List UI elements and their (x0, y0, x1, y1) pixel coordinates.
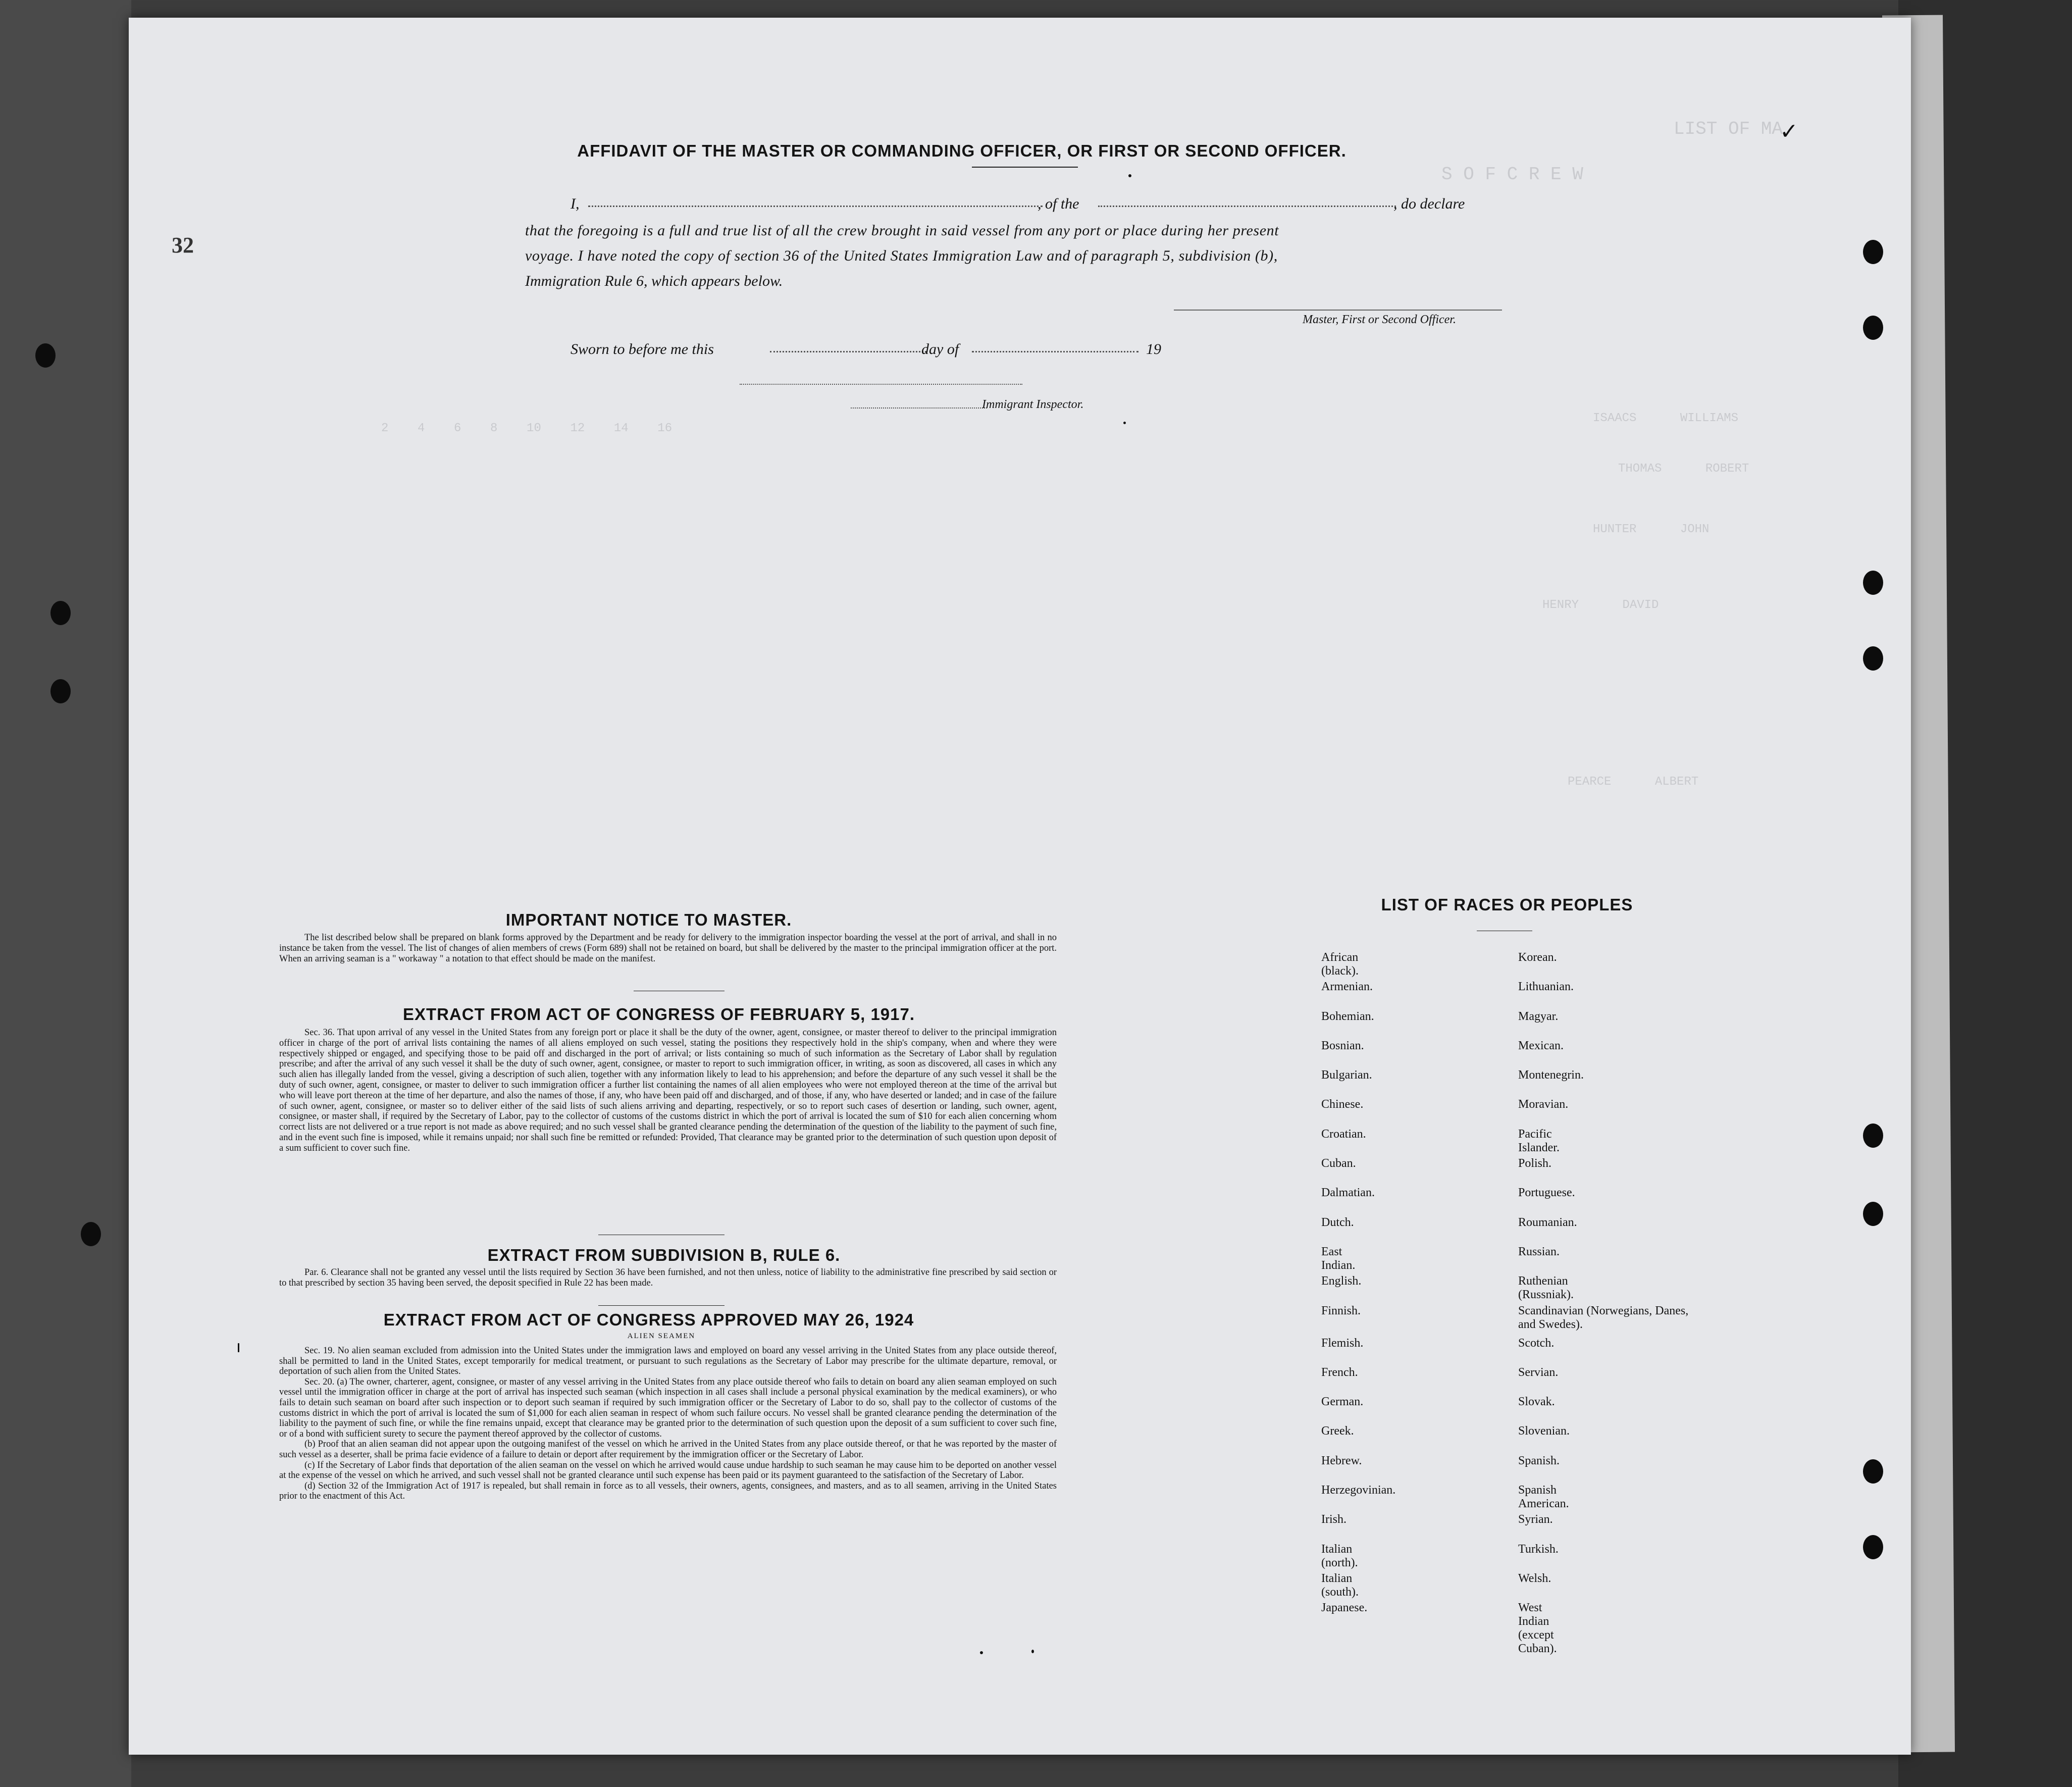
signature-caption: Master, First or Second Officer. (1303, 313, 1456, 326)
extract-rule6-divider (598, 1305, 724, 1306)
race-right: Magyar. (1518, 1009, 1559, 1023)
binder-hole-icon (1863, 1459, 1883, 1484)
race-left: German. (1321, 1395, 1364, 1409)
race-right: Montenegrin. (1518, 1068, 1584, 1082)
section-36-text: Sec. 36. That upon arrival of any vessel in the United States from any foreign port or place it shall be the duty of the owner, agent, consignee, or master thereof to deliver to the principal immigration officer in charge of the port of arrival lists containing the names of all aliens employed on such vessel, stating the positions they respectively hold in the ship's company, when and where they were respectively shipped or engaged, and specifying those to be paid off and discharged in the port of arrival; or lists containing so much of such information as the Secretary of Labor shall by regulation prescribe; and after the arrival of any such vessel it shall be the duty of such owner, agent, consignee, or master to report to such immigration officer, in writing, as soon as discovered, all cases in which any such alien has illegally landed from the vessel, giving a description of such alien, together with any information likely to lead to his apprehension; and before the departure of any such vessel it shall be the duty of such owner, agent, consignee, or master to deliver to such immigration officer a further list containing the names of all alien employees who were not employed thereon at the time of the arrival but who will leave port thereon at the time of her departure, and also the names of those, if any, who have been paid off and discharged, and of those, if any, who have deserted or landed; and in case of the failure of such owner, agent, consignee, or master so to deliver either of the said lists of such aliens arriving and departing, respectively, or so to report such cases of desertion or landing, such owner, agent, consignee, or master shall, if required by the Secretary of Labor, pay to the collector of customs of the customs district in which the port of arrival is located the sum of $10 for each alien concerning whom correct lists are not delivered or a true report is not made as above required; and no such vessel shall be granted clearance pending the determination of the question of the liability to the payment of such fine, and in the event such fine is imposed, while it remains unpaid; nor shall such fine be remitted or refunded: Provided, That clearance may be granted prior to the determination of such question upon deposit of a sum sufficient to cover such fine. (279, 1028, 1057, 1153)
race-right: Roumanian. (1518, 1215, 1577, 1229)
races-title: LIST OF RACES OR PEOPLES (1381, 895, 1633, 914)
section-20d-text: (d) Section 32 of the Immigration Act of 1917 is repealed, but shall remain in force as to all vessels, their owners, agents, consignees, and masters, and as to all seamen, arriving in the United States prior to the enactment of this Act. (279, 1480, 1057, 1502)
binder-hole-icon (1863, 240, 1883, 264)
race-left: Dutch. (1321, 1215, 1354, 1229)
ink-speck (1123, 422, 1126, 424)
day-of-label: day of (921, 341, 959, 358)
race-left: French. (1321, 1365, 1358, 1379)
race-right: Spanish American. (1518, 1484, 1569, 1511)
race-left: Croatian. (1321, 1127, 1366, 1141)
extract-1924-title: EXTRACT FROM ACT OF CONGRESS APPROVED MAY 26, 1924 (383, 1310, 914, 1329)
race-left: Dalmatian. (1321, 1186, 1375, 1200)
race-right: Portuguese. (1518, 1186, 1575, 1200)
extract-1924-subtitle: ALIEN SEAMEN (627, 1332, 696, 1340)
race-left: Chinese. (1321, 1098, 1364, 1111)
race-right: West Indian (except Cuban). (1518, 1601, 1557, 1656)
sworn-day-field[interactable] (770, 351, 926, 352)
section-20c-text: (c) If the Secretary of Labor finds that deportation of the alien seaman on the vessel on which he arrived would cause undue hardship to such seaman he may cause him to be deported on another vessel at the expense of the vessel on which he arrived, and such vessel shall not be granted clearance until such expense has been paid or its payment guaranteed to the satisfaction of the Secretary of Labor. (279, 1460, 1057, 1481)
sworn-month-field[interactable] (972, 351, 1138, 352)
extract-rule6-title: EXTRACT FROM SUBDIVISION B, RULE 6. (487, 1246, 841, 1264)
paragraph-6-text: Par. 6. Clearance shall not be granted any vessel until the lists required by Section 36 have been furnished, and not then unless, notice of liability to the administrative fine prescribed by said section or to that prescribed by section 35 having been served, the deposit specified in Rule 22 has been made. (279, 1267, 1057, 1288)
binder-hole-icon (1863, 316, 1883, 340)
affidavit-body-line3: Immigration Rule 6, which appears below. (525, 273, 783, 289)
race-right: Korean. (1518, 951, 1557, 964)
section-20a-text: Sec. 20. (a) The owner, charterer, agent, consignee, or master of any vessel arriving in the United States from any place outside thereof who fails to detain on board any alien seaman employed on such vessel until the immigration officer in charge at the port of arrival has inspected such seaman (which inspection in all cases shall include a personal physical examination by the medical examiners), or who fails to detain such seaman on board after such inspection or to deport such seaman if required by such immigration officer or the Secretary of Labor to do so, shall pay to the collector of customs of the customs district in which the port of arrival is located the sum of $1,000 for each alien seaman in respect of whom such failure occurs. No vessel shall be granted clearance pending the determination of the liability to the payment of such fine, or while the fine remains unpaid, except that clearance may be granted prior to the determination of such question upon the deposit of a sum sufficient to cover such fine, or of a bond with sufficient surety to secure the payment thereof approved by the collector of customs. (279, 1376, 1057, 1439)
race-left: Finnish. (1321, 1304, 1361, 1317)
race-left: Armenian. (1321, 980, 1373, 994)
inspector-caption: Immigrant Inspector. (982, 398, 1084, 411)
year-prefix: 19 (1146, 341, 1161, 358)
section-20b-text: (b) Proof that an alien seaman did not appear upon the outgoing manifest of the vessel on which he arrived in the United States from any place outside thereof, or that he was reported by the master of such vessel as a deserter, shall be prima facie evidence of a failure to detain or deport after requirement by the immigration officer or the Secretary of Labor. (279, 1439, 1057, 1460)
extract-1917-body (279, 1028, 1057, 1154)
race-right: Russian. (1518, 1245, 1560, 1258)
race-left: Bulgarian. (1321, 1068, 1372, 1082)
check-mark-icon: ✓ (1780, 119, 1798, 144)
inspector-upper-line (740, 384, 1022, 385)
affidavit-i-label: I, (571, 195, 580, 212)
scanner-background-left (0, 0, 131, 1787)
notice-body (279, 933, 1057, 964)
ink-speck (1128, 174, 1131, 177)
notice-title: IMPORTANT NOTICE TO MASTER. (505, 910, 792, 929)
race-left: Bosnian. (1321, 1039, 1364, 1052)
binder-hole-icon (1863, 1124, 1883, 1148)
race-right: Servian. (1518, 1365, 1559, 1379)
race-left: African (black). (1321, 951, 1359, 978)
section-19-text: Sec. 19. No alien seaman excluded from admission into the United States under the immigration laws and employed on board any vessel arriving in the United States from any place outside thereof, shall be permitted to land in the United States, except temporarily for medical treatment, or pursuant to such regulations as the Secretary of Labor may prescribe for the ultimate departure, removal, or deportation of such alien from the United States. (279, 1346, 1057, 1377)
ink-speck (980, 1651, 983, 1654)
race-right: Slovak. (1518, 1395, 1555, 1409)
binder-hole-icon (1863, 646, 1883, 671)
ink-speck (1031, 1650, 1034, 1653)
title-underline (972, 167, 1078, 168)
do-declare-label: , do declare (1393, 195, 1465, 212)
race-right: Syrian. (1518, 1513, 1553, 1526)
race-left: Flemish. (1321, 1336, 1364, 1350)
race-left: Cuban. (1321, 1157, 1356, 1170)
inspector-signature-field[interactable] (851, 407, 987, 409)
binder-hole-icon (50, 679, 71, 703)
notice-text: The list described below shall be prepared on blank forms approved by the Department and be ready for delivery to the immigration inspector boarding the vessel at the port of arrival, and shall in no instance be taken from the vessel. The list of changes of alien members of crews (Form 689) shall not be retained on board, but shall be delivered by the master to the principal immigration officer at the port. When an arriving seaman is a " workaway " a notation to that effect should be made on the manifest. (279, 933, 1057, 964)
race-left: Bohemian. (1321, 1009, 1374, 1023)
race-left: East Indian. (1321, 1245, 1356, 1272)
race-left: Greek. (1321, 1424, 1354, 1438)
extract-1917-title: EXTRACT FROM ACT OF CONGRESS OF FEBRUARY 5, 1917. (402, 1005, 915, 1024)
affidavit-body-line1: that the foregoing is a full and true list of all the crew brought in said vessel from any port or place during her present (525, 222, 1279, 239)
sworn-label: Sworn to before me this (571, 341, 714, 358)
of-the-label: , of the (1038, 195, 1079, 212)
margin-page-number: 32 (172, 233, 194, 258)
binder-hole-icon (81, 1222, 101, 1246)
vessel-name-field[interactable] (1098, 206, 1396, 207)
race-right: Welsh. (1518, 1571, 1551, 1585)
race-right: Scotch. (1518, 1336, 1555, 1350)
race-right: Spanish. (1518, 1454, 1560, 1467)
race-right: Mexican. (1518, 1039, 1564, 1052)
binder-hole-icon (1863, 1202, 1883, 1226)
race-left: English. (1321, 1274, 1362, 1288)
binder-hole-icon (50, 601, 71, 625)
race-left: Italian (south). (1321, 1571, 1359, 1599)
race-right: Scandinavian (Norwegians, Danes, and Swedes). (1518, 1304, 1689, 1331)
race-right: Lithuanian. (1518, 980, 1574, 994)
affidavit-body-line2: voyage. I have noted the copy of section 36 of the United States Immigration Law and of paragraph 5, subdivision (b), (525, 247, 1278, 264)
race-right: Ruthenian (Russniak). (1518, 1274, 1574, 1302)
extract-rule6-body (279, 1267, 1057, 1289)
race-right: Moravian. (1518, 1098, 1569, 1111)
signature-line[interactable] (1174, 310, 1502, 311)
race-right: Slovenian. (1518, 1424, 1570, 1438)
ink-speck (238, 1343, 239, 1352)
race-left: Hebrew. (1321, 1454, 1362, 1467)
race-left: Italian (north). (1321, 1542, 1358, 1569)
race-right: Polish. (1518, 1157, 1552, 1170)
master-name-field[interactable] (588, 206, 1043, 207)
extract-1924-body (279, 1346, 1057, 1502)
affidavit-title: AFFIDAVIT OF THE MASTER OR COMMANDING OFFICER, OR FIRST OR SECOND OFFICER. (577, 141, 1346, 160)
race-right: Turkish. (1518, 1542, 1559, 1556)
manifest-page: LIST OF MA S O F C R E W 2 4 6 8 10 12 14 16 ISAACS WILLIAMS THOMAS ROBERT HUNTER JOHN HENRY DAVID PEARCE ALBERT AFFIDAVIT OF THE MASTER OR COMMANDING OFFICER, OR FIRST OR SECOND OFFICER. I, , of the , do declare that the foregoing is a full and true list of all the crew brought in said vessel from any port or place during her present voyage. I have noted the copy of section 36 of the United States Immigration Law and of paragraph 5, subdivision (b), Immigration Rule 6, which appears below. 32 Master, First or Second Officer. Sworn to before me this day of 19 Immigrant Inspector. IMPORTANT NOTICE TO MASTER. The list described below shall be prepared on blank forms approved by the Department and be ready for delivery to the immigration inspector boarding the vessel at the port of arrival, and shall in no instance be taken from the vessel. The list of changes of alien members of crews (Form 689) shall not be retained on board, but shall be delivered by the master to the principal immigration officer at the port. When an arriving seaman is a " workaway " a notation to that effect should be made on the manifest. EXTRACT FROM ACT OF CONGRESS OF FEBRUARY 5, 1917. Sec. 36. That upon arrival of any vessel in the United States from any foreign port or place it shall be the duty of the owner, agent, consignee, or master thereof to deliver to the principal immigration officer in charge of the port of arrival lists containing the names of all aliens employed on such vessel, stating the positions they respectively hold in the ship's company, when and where they were respectively shipped or engaged, and specifying those to be paid off and discharged in the port of arrival; or lists containing so much of such information as the Secretary of Labor shall by regulation prescribe; and after the arrival of any such vessel it shall be the duty of such owner, agent, consignee, or master to report to such immigration officer, in writing, as soon as discovered, all cases in which any such alien has illegally landed from the vessel, giving a description of such alien, together with any information likely to lead to his apprehension; and before the departure of any such vessel it shall be the duty of such owner, agent, consignee, or master to deliver to such immigration officer a further list containing the names of all alien employees who were not employed thereon at the time of the arrival but who will leave port thereon at the time of her departure, and also the names of those, if any, who have been paid off and discharged, and of those, if any, who have deserted or landed; and in case of the failure of such owner, agent, consignee, or master so to deliver either of the said lists of such aliens arriving and departing, respectively, or so to report such cases of desertion or landing, such owner, agent, consignee, or master shall, if required by the Secretary of Labor, pay to the collector of customs of the customs district in which the port of arrival is located the sum of $10 for each alien concerning whom correct lists are not delivered or a true report is not made as above required; and no such vessel shall be granted clearance pending the determination of the question of the liability to the payment of such fine, and in the event such fine is imposed, while it remains unpaid; nor shall such fine be remitted or refunded: Provided, That clearance may be granted prior to the determination of such question upon deposit of a sum sufficient to cover such fine. EXTRACT FROM SUBDIVISION B, RULE 6. Par. 6. Clearance shall not be granted any vessel until the lists required by Section 36 have been furnished, and not then unless, notice of liability to the administrative fine prescribed by said section or to that prescribed by section 35 having been served, the deposit specified in Rule 22 has been made. EXTRACT FROM ACT OF CONGRESS APPROVED MAY 26, 1924 ALIEN SEAMEN Sec. 19. No alien seaman excluded from admission into the United States under the immigration laws and employed on board any vessel arriving in the United States from any place outside thereof, shall be permitted to land in the United States, except temporarily for medical treatment, or pursuant to such regulations as the Secretary of Labor may prescribe for the ultimate departure, removal, or deportation of such alien from the United States. Sec. 20. (a) The owner, charterer, agent, consignee, or master of any vessel arriving in the United States from any place outside thereof who fails to detain on board any alien seaman employed on such vessel until the immigration officer in charge at the port of arrival has inspected such seaman (which inspection in all cases shall include a personal physical examination by the medical examiners), or who fails to detain such seaman on board after such inspection or to deport such seaman if required by such immigration officer or the Secretary of Labor to do so, shall pay to the collector of customs of the customs district in which the port of arrival is located the sum of $1,000 for each alien seaman in respect of whom such failure occurs. No vessel shall be granted clearance pending the determination of the liability to the payment of such fine, or while the fine remains unpaid, except that clearance may be granted prior to the determination of such question upon the deposit of a sum sufficient to cover such fine, or of a bond with sufficient surety to secure the payment thereof approved by the collector of customs. (b) Proof that an alien seaman did not appear upon the outgoing manifest of the vessel on which he arrived in the United States from any place outside thereof, or that he was reported by the master of such vessel as a deserter, shall be prima facie evidence of a failure to detain or deport after requirement by the immigration officer or the Secretary of Labor. (c) If the Secretary of Labor finds that deportation of the alien seaman on the vessel on which he arrived would cause undue hardship to such seaman he may cause him to be deported on another vessel at the expense of the vessel on which he arrived, and such vessel shall not be granted clearance until such expense has been paid or its payment guaranteed to the satisfaction of the Secretary of Labor. (d) Section 32 of the Immigration Act of 1917 is repealed, but shall remain in force as to all vessels, their owners, agents, consignees, and masters, and as to all seamen, arriving in the United States prior to the enactment of this Act. LIST OF RACES OR PEOPLES African (black). Korean. Armenian. Lithuanian. Bohemian. Magyar. Bosnian. Mexican. Bulgarian. Montenegrin. Chinese. Moravian. Croatian. Pacific Islander. Cuban. Polish. Dalmatian. Portuguese. Dutch. Roumanian. East Indian. Russian. English. Ruthenian (Russniak). Finnish. Scandinavian (Norwegians, Danes, and Swedes). Flemish. Scotch. French. Servian. German. Slovak. Greek. Slovenian. Hebrew. Spanish. Herzegovinian. Spanish American. Irish. Syrian. Italian (north). Turkish. Italian (south). Welsh. Japanese. West Indian (except Cuban). ✓ (129, 18, 1911, 1755)
race-left: Irish. (1321, 1513, 1346, 1526)
race-left: Herzegovinian. (1321, 1484, 1396, 1497)
race-left: Japanese. (1321, 1601, 1368, 1615)
binder-hole-icon (35, 343, 56, 368)
binder-hole-icon (1863, 571, 1883, 595)
race-right: Pacific Islander. (1518, 1127, 1560, 1154)
binder-hole-icon (1863, 1535, 1883, 1559)
